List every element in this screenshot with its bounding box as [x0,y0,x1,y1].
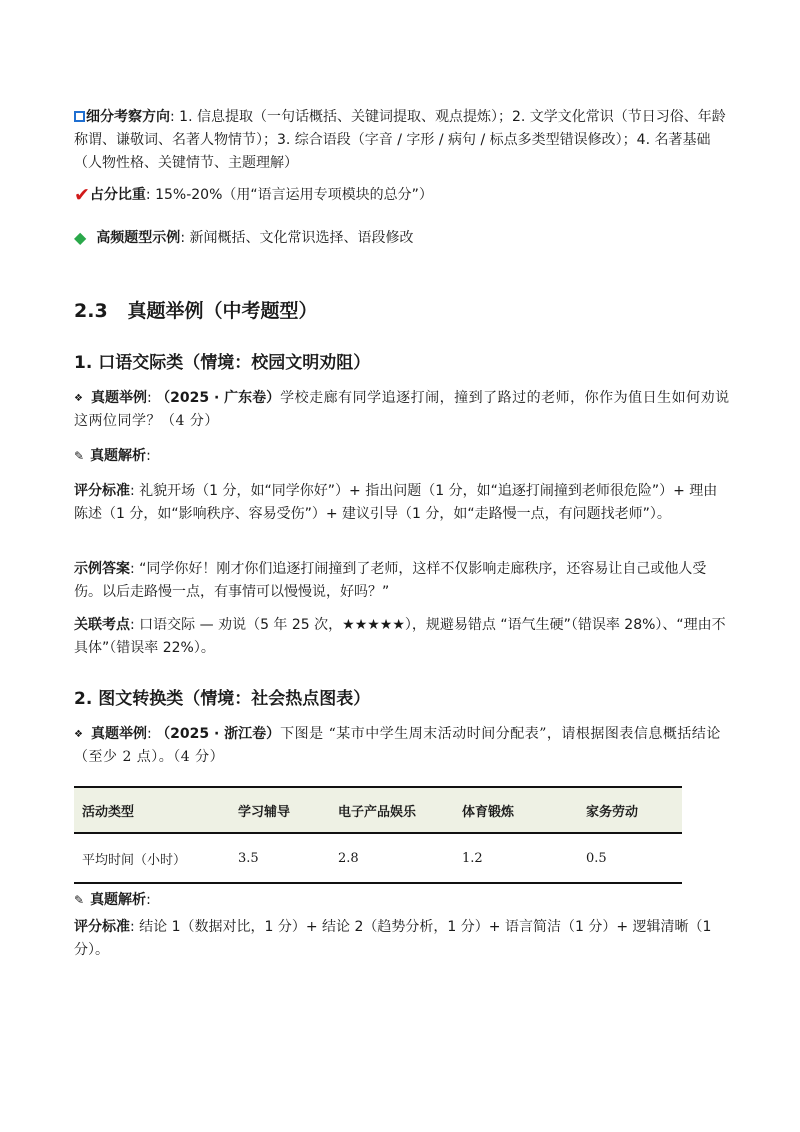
q2-criteria-label: 评分标准 [74,919,130,935]
direction-paragraph [74,106,730,175]
table-header-cell: 体育锻炼 [454,787,578,833]
q2-analysis-label: 真题解析 [90,892,147,908]
small-diamond-icon: ❖ [74,393,83,404]
ratio-paragraph [74,184,730,207]
ratio-label: 占分比重 [89,187,146,203]
table-header-cell: 电子产品娱乐 [330,787,454,833]
frequent-text: : 新闻概括、文化常识选择、语段修改 [180,230,414,246]
pencil-icon: ✎ [74,893,85,907]
q2-heading: 2. 图文转换类（情境：社会热点图表） [74,689,371,709]
green-diamond-icon: ◆ [74,228,87,247]
q1-answer-text: : “同学你好！刚才你们追逐打闹撞到了老师，这样不仅影响走廊秩序，还容易让自己或他人受伤。以后走路慢一点，有事情可以慢慢说，好吗？” [74,561,707,600]
table-cell: 2.8 [330,833,454,883]
q1-heading: 1. 口语交际类（情境：校园文明劝阻） [74,353,371,373]
table-row [74,833,682,883]
pencil-icon: ✎ [74,449,85,463]
small-diamond-icon: ❖ [74,729,83,740]
q1-example-label: 真题举例 [90,390,147,406]
table-cell-label: 平均时间（小时） [74,833,230,883]
q1-source: （2025 · 广东卷） [156,390,281,406]
q2-criteria-text: : 结论 1（数据对比，1 分）+ 结论 2（趋势分析，1 分）+ 语言简洁（1 分）+ 逻辑清晰（1 分）。 [74,919,712,958]
q1-answer-label: 示例答案 [74,561,130,577]
q2-criteria [74,916,730,962]
q2-analysis: ✎ 真题解析: [74,892,151,908]
q2-question: 下图是 “某市中学生周末活动时间分配表”，请根据图表信息概括结论（至少 2 点）。（4 分） [74,726,721,765]
q2-example-label: 真题举例 [90,726,147,742]
table-header-cell: 家务劳动 [578,787,682,833]
table-cell: 0.5 [578,833,682,883]
q1-points-label: 关联考点 [74,617,130,633]
q1-analysis-label: 真题解析 [90,448,147,464]
direction-label: 细分考察方向 [86,109,170,125]
table-cell: 1.2 [454,833,578,883]
q2-example: ❖ 真题举例: （2025 · 浙江卷）下图是 “某市中学生周末活动时间分配表”，请根据图表信息概括结论（至少 2 点）。（4 分） [74,726,721,765]
section-title: 真题举例（中考题型） [127,300,318,322]
table-header-cell: 活动类型 [74,787,230,833]
activity-time-table [74,786,682,884]
direction-text: : 1. 信息提取（一句话概括、关键词提取、观点提炼）；2. 文学文化常识（节日习俗、年龄称谓、谦敬词、名著人物情节）；3. 综合语段（字音 / 字形 / 病句 / 标点多类型错误修改）；4. 名著基础（人物性格、关键情节、主题理解） [74,109,726,171]
q1-points-text: : 口语交际 — 劝说（5 年 25 次，★★★★★），规避易错点 “语气生硬”（错误率 28%）、“理由不具体”（错误率 22%）。 [74,617,726,656]
q1-criteria-text: : 礼貌开场（1 分，如“同学你好”）+ 指出问题（1 分，如“追逐打闹撞到老师很危险”）+ 理由陈述（1 分，如“影响秩序、容易受伤”）+ 建议引导（1 分，如“走路慢一点，有问题找老师”）。 [74,483,718,522]
q1-analysis: ✎ 真题解析: [74,448,151,464]
table-header-row [74,787,682,833]
q2-source: （2025 · 浙江卷） [156,726,281,742]
red-check-icon: ✔ [74,184,90,206]
q1-criteria [74,480,730,526]
frequent-paragraph [74,226,730,250]
q1-criteria-label: 评分标准 [74,483,130,499]
section-heading [74,296,318,323]
ratio-text: : 15%-20%（用“语言运用专项模块的总分”） [145,187,433,203]
q1-points [74,614,730,660]
table-header-cell: 学习辅导 [230,787,330,833]
q1-example: ❖ 真题举例: （2025 · 广东卷）学校走廊有同学追逐打闹，撞到了路过的老师，你作为值日生如何劝说这两位同学？（4 分） [74,390,730,429]
section-number: 2.3 [74,300,108,322]
frequent-label: 高频题型示例 [96,230,181,246]
checkbox-square-icon [74,111,85,122]
q1-question: 学校走廊有同学追逐打闹，撞到了路过的老师，你作为值日生如何劝说这两位同学？（4 分） [74,390,730,429]
table-cell: 3.5 [230,833,330,883]
q1-answer [74,558,730,604]
